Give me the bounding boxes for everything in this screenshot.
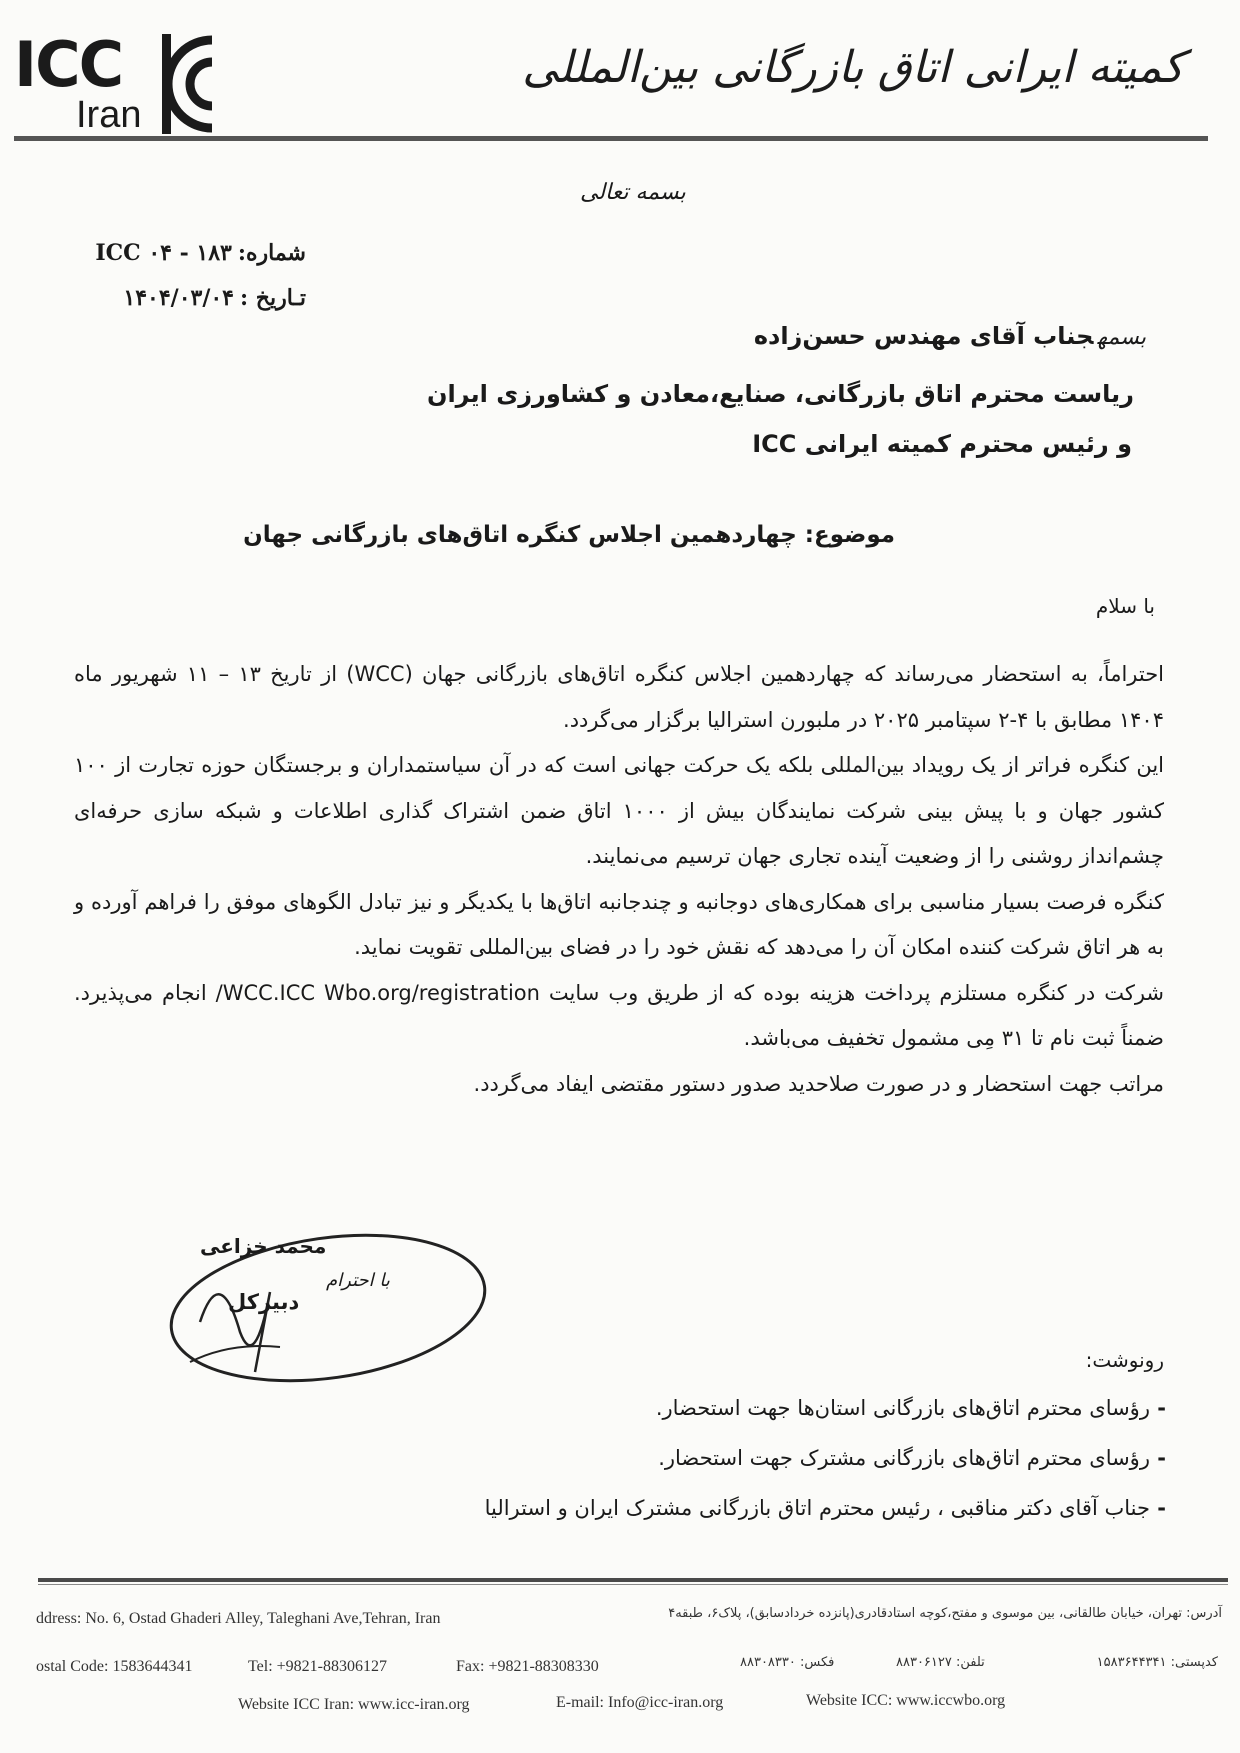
invocation: بسمه تعالی xyxy=(580,180,686,205)
footer-tel-en: Tel: +9821-88306127 xyxy=(248,1658,387,1675)
footer-website-iran[interactable]: Website ICC Iran: www.icc-iran.org xyxy=(238,1696,470,1713)
salutation: با سلام xyxy=(1095,594,1155,618)
logo-subtext: Iran xyxy=(76,94,142,136)
footer-divider-thin xyxy=(38,1584,1228,1585)
logo-text: ICC xyxy=(14,28,123,101)
body-paragraph: شرکت در کنگره مستلزم پرداخت هزینه بوده که از طریق وب سایت WCC.ICC Wbo.org/registration/ انجام می‌پذیرد. ضمناً ثبت نام تا ۳۱ مِی مشمول تخفیف می‌باشد. xyxy=(74,980,1164,1050)
signer-note: با احترام xyxy=(326,1270,390,1291)
addressee-line-1 xyxy=(754,322,1146,350)
body-paragraph: احتراماً، به استحضار می‌رساند که چهاردهمین اجلاس کنگره اتاق‌های بازرگانی جهان (WCC) از تاریخ ۱۳ – ۱۱ شهریور ماه ۱۴۰۴ مطابق با ۴-۲ سپتامبر ۲۰۲۵ در ملبورن استرالیا برگزار می‌گردد. xyxy=(74,662,1165,732)
addressee-line-3: و رئیس محترم کمیته ایرانی ICC xyxy=(752,430,1132,458)
letter-date-label: تـاریخ : xyxy=(240,285,306,311)
letter-subject: موضوع: چهاردهمین اجلاس کنگره اتاق‌های بازرگانی جهان xyxy=(243,522,895,548)
footer-postal-en: ostal Code: 1583644341 xyxy=(36,1658,193,1675)
cc-item: - رؤسای محترم اتاق‌های بازرگانی استان‌ها جهت استحضار. xyxy=(485,1390,1166,1440)
cc-item: - جناب آقای دکتر مناقبی ، رئیس محترم اتاق بازرگانی مشترک ایران و استرالیا xyxy=(485,1490,1166,1540)
footer-website-icc[interactable]: Website ICC: www.iccwbo.org xyxy=(806,1692,1006,1709)
organization-title: کمیته ایرانی اتاق بازرگانی بین‌المللی xyxy=(522,42,1184,93)
cc-title: رونوشت: xyxy=(1085,1348,1164,1372)
footer-fax-fa: فکس: ۸۸۳۰۸۳۳۰ xyxy=(740,1655,835,1670)
letter-number-value: ICC ۰۴ - ۱۸۳ xyxy=(95,240,232,266)
footer-address-en: ddress: No. 6, Ostad Ghaderi Alley, Taleghani Ave,Tehran, Iran xyxy=(36,1610,441,1627)
body-paragraph: این کنگره فراتر از یک رویداد بین‌المللی بلکه یک حرکت جهانی است که در آن سیاستمداران و برجستگان حوزه تجارت از ۱۰۰ کشور جهان و با پیش بینی شرکت نمایندگان بیش از ۱۰۰۰ اتاق ضمن اشتراک گذاری اطلاعات و شبکه سازی حرفه‌ای چشم‌انداز روشنی را از وضعیت آینده تجاری جهان ترسیم می‌نمایند. xyxy=(74,753,1164,868)
letter-body xyxy=(74,652,1164,1107)
addressee-line-2: ریاست محترم اتاق بازرگانی، صنایع،معادن و کشاورزی ایران xyxy=(426,380,1134,408)
footer-fax-en: Fax: +9821-88308330 xyxy=(456,1658,599,1675)
addressee-name: جناب آقای مهندس حسن‌زاده xyxy=(753,322,1094,350)
icc-logo-mark-icon xyxy=(160,32,220,138)
letter-number xyxy=(95,240,306,266)
footer-tel-fa: تلفن: ۸۸۳۰۶۱۲۷ xyxy=(896,1655,985,1670)
letter-date xyxy=(123,285,306,311)
body-paragraph: مراتب جهت استحضار و در صورت صلاحدید صدور دستور مقتضی ایفاد می‌گردد. xyxy=(473,1071,1164,1096)
letter-number-label: شماره: xyxy=(237,240,306,266)
footer-postal-fa: کدپستی: ۱۵۸۳۶۴۴۳۴۱ xyxy=(1096,1655,1218,1670)
signer-name: محمد خزاعی xyxy=(200,1234,327,1258)
cc-item: - رؤسای محترم اتاق‌های بازرگانی مشترک جهت استحضار. xyxy=(485,1440,1166,1490)
footer-email[interactable]: E-mail: Info@icc-iran.org xyxy=(556,1694,724,1711)
letter-date-value: ۱۴۰۴/۰۳/۰۴ xyxy=(123,285,234,311)
footer-divider xyxy=(38,1578,1228,1582)
header-divider xyxy=(14,136,1208,141)
addressee-prefix: بسمه xyxy=(1097,325,1146,350)
footer-address-fa: آدرس: تهران، خیابان طالقانی، بین موسوی و مفتح،کوچه استادقادری(پانزده خردادسابق)، پلاک۶، طبقه۴ xyxy=(668,1606,1222,1621)
icc-iran-logo xyxy=(14,30,214,140)
cc-list xyxy=(485,1390,1166,1540)
signer-role: دبیرکل xyxy=(228,1290,300,1314)
body-paragraph: کنگره فرصت بسیار مناسبی برای همکاری‌های دوجانبه و چندجانبه اتاق‌ها با یکدیگر و نیز تبادل الگوهای موفق را فراهم آورده و به هر اتاق شرکت کننده امکان آن را می‌دهد که نقش خود را در فضای بین‌المللی تقویت نماید. xyxy=(74,889,1164,959)
